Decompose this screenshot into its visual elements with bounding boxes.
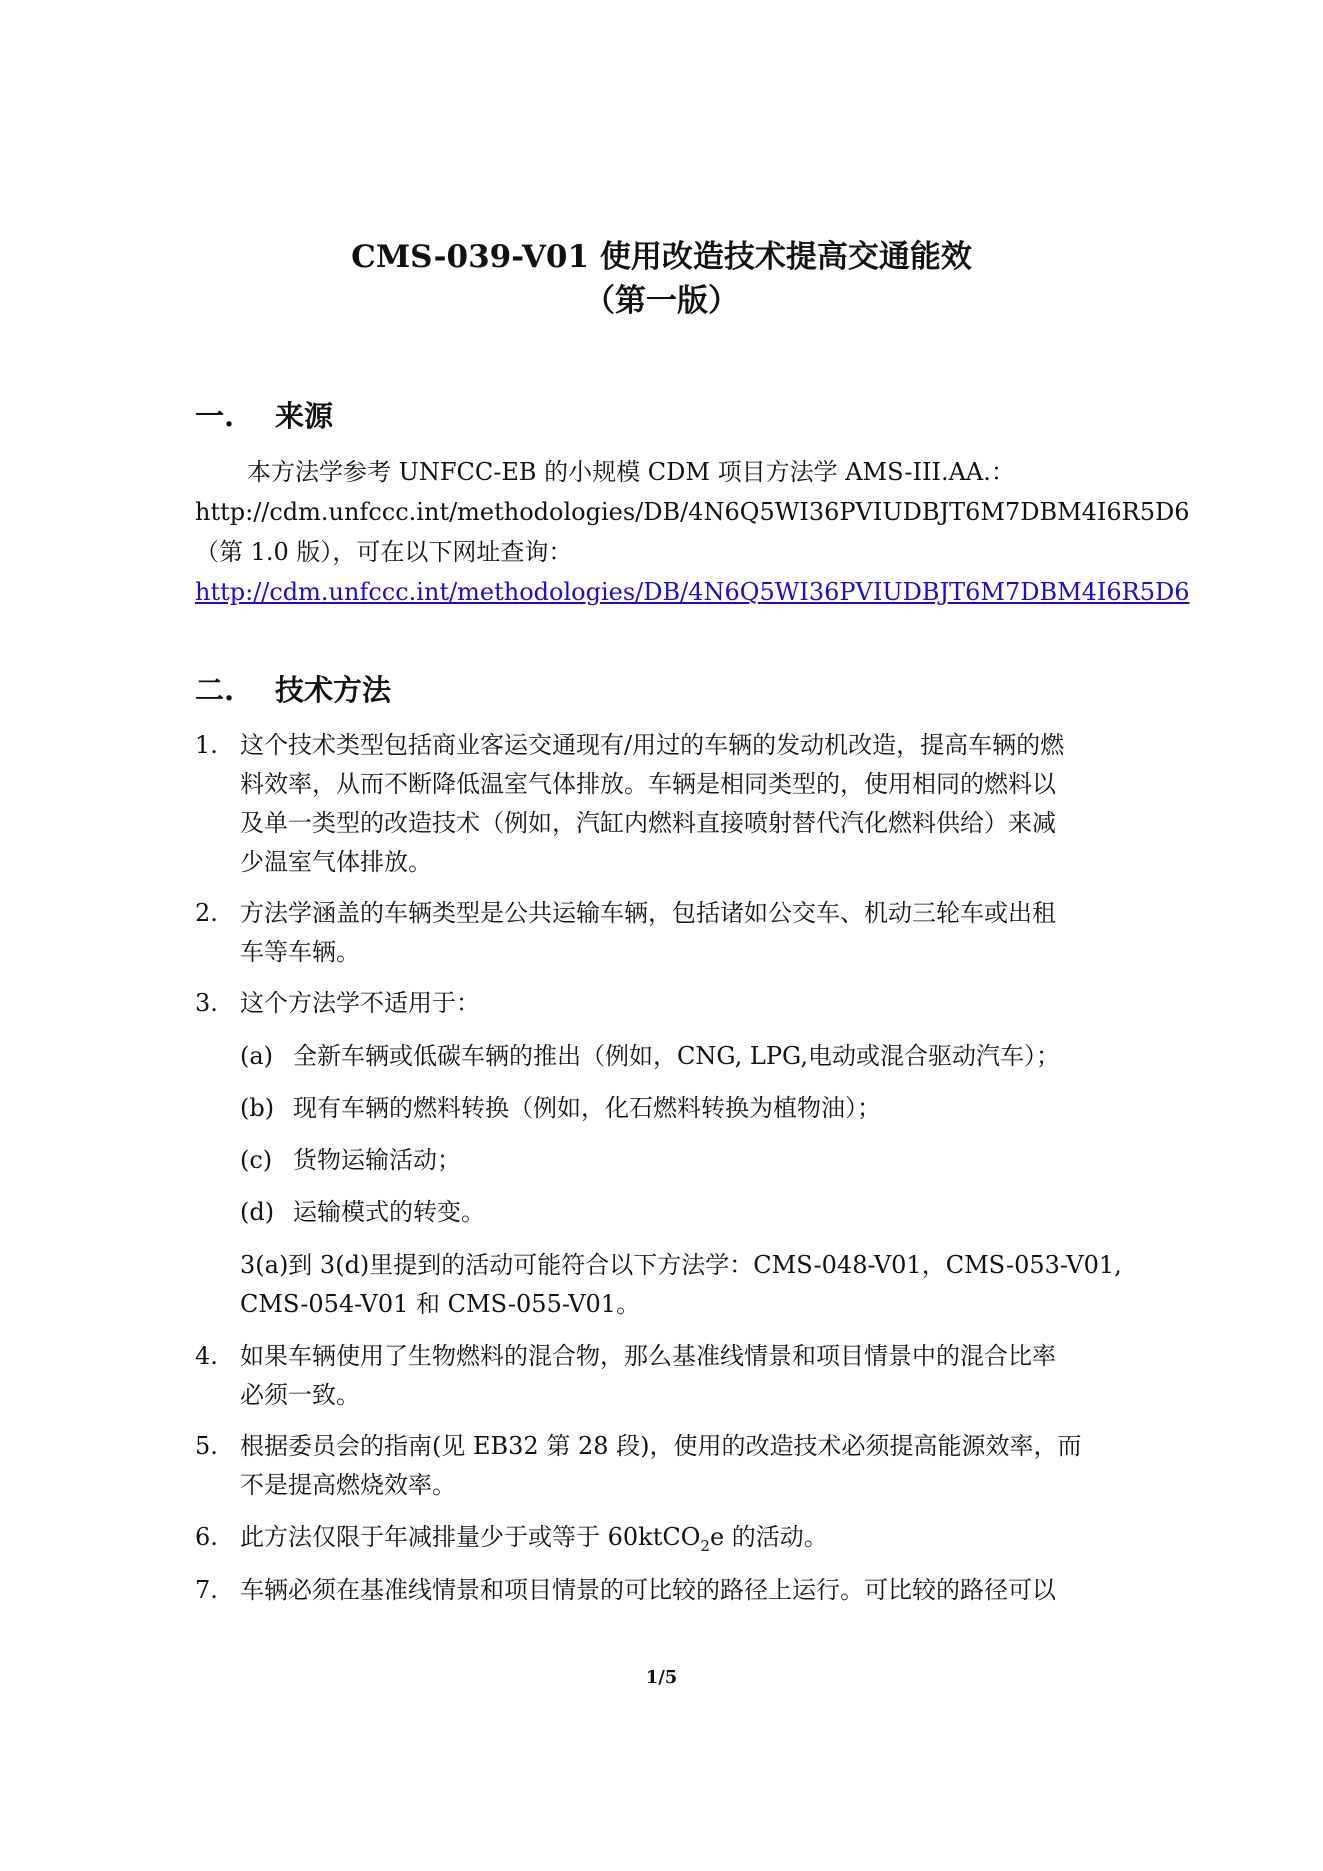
note-line: CMS-054-V01 和 CMS-055-V01。 [240,1290,641,1318]
sub-item-label: (b) [240,1094,275,1122]
source-paragraph-line: （第 1.0 版），可在以下网址查询： [195,538,573,566]
sub-item [240,1040,1060,1072]
sub-item-text: 现有车辆的燃料转换（例如，化石燃料转换为植物油）； [293,1094,881,1122]
list-item-line: 不是提高燃烧效率。 [240,1471,456,1499]
sub-item-text: 货物运输活动； [293,1146,461,1174]
list-item-line: 这个方法学不适用于： [240,989,480,1017]
sub-item [240,1144,461,1176]
list-item-number: 6. [195,1523,218,1551]
document-title: CMS-039-V01 使用改造技术提高交通能效 [351,239,972,275]
list-item-number: 4. [195,1342,218,1370]
source-paragraph-line: http://cdm.unfccc.int/methodologies/DB/4N6Q5WI36PVIUDBJT6M7DBM4I6R5D6 [195,498,1190,526]
section-title: 来源 [275,399,334,433]
list-item-line: 必须一致。 [240,1381,360,1409]
sub-item-label: (c) [240,1146,273,1174]
sub-item-label: (a) [240,1042,274,1070]
sub-item [240,1196,485,1228]
section-title: 技术方法 [275,673,392,707]
list-item-line: 车辆必须在基准线情景和项目情景的可比较的路径上运行。可比较的路径可以 [240,1576,1056,1604]
list-item-number: 2. [195,899,218,927]
sub-item [240,1092,881,1124]
list-item-number: 7. [195,1576,218,1604]
methodology-link[interactable]: http://cdm.unfccc.int/methodologies/DB/4N6Q5WI36PVIUDBJT6M7DBM4I6R5D6 [195,578,1190,606]
list-item-number: 3. [195,989,218,1017]
list-item-line: 方法学涵盖的车辆类型是公共运输车辆，包括诸如公交车、机动三轮车或出租 [240,899,1056,927]
text-segment: e 的活动。 [709,1523,828,1551]
list-item-number: 5. [195,1432,218,1460]
note-line: 3(a)到 3(d)里提到的活动可能符合以下方法学：CMS-048-V01，CMS-053-V01, [240,1251,1122,1279]
section-number: 二. [195,673,235,707]
list-item-number: 1. [195,731,218,759]
sub-item-label: (d) [240,1198,275,1226]
source-paragraph-line: 本方法学参考 UNFCC-EB 的小规模 CDM 项目方法学 AMS-III.AA.： [247,458,1015,486]
list-item-line: 根据委员会的指南(见 EB32 第 28 段)，使用的改造技术必须提高能源效率，而 [240,1432,1082,1460]
text-segment: 此方法仅限于年减排量少于或等于 60ktCO [240,1523,701,1551]
sub-item-text: 全新车辆或低碳车辆的推出（例如，CNG, LPG,电动或混合驱动汽车）； [293,1042,1060,1070]
page-number: 1/5 [645,1667,678,1688]
section-heading-technology [195,672,391,708]
list-item-line [240,1521,828,1562]
document-edition: （第一版） [584,283,739,319]
section-number: 一. [195,399,235,433]
list-item-line: 这个技术类型包括商业客运交通现有/用过的车辆的发动机改造，提高车辆的燃 [240,731,1065,759]
list-item-line: 少温室气体排放。 [240,848,432,876]
list-item-line: 如果车辆使用了生物燃料的混合物，那么基准线情景和项目情景中的混合比率 [240,1342,1056,1370]
list-item-line: 料效率，从而不断降低温室气体排放。车辆是相同类型的，使用相同的燃料以 [240,770,1056,798]
list-item-line: 及单一类型的改造技术（例如，汽缸内燃料直接喷射替代汽化燃料供给）来减 [240,809,1056,837]
section-heading-source [195,398,333,434]
subscript: 2 [700,1536,710,1555]
sub-item-text: 运输模式的转变。 [293,1198,485,1226]
list-item-line: 车等车辆。 [240,938,360,966]
